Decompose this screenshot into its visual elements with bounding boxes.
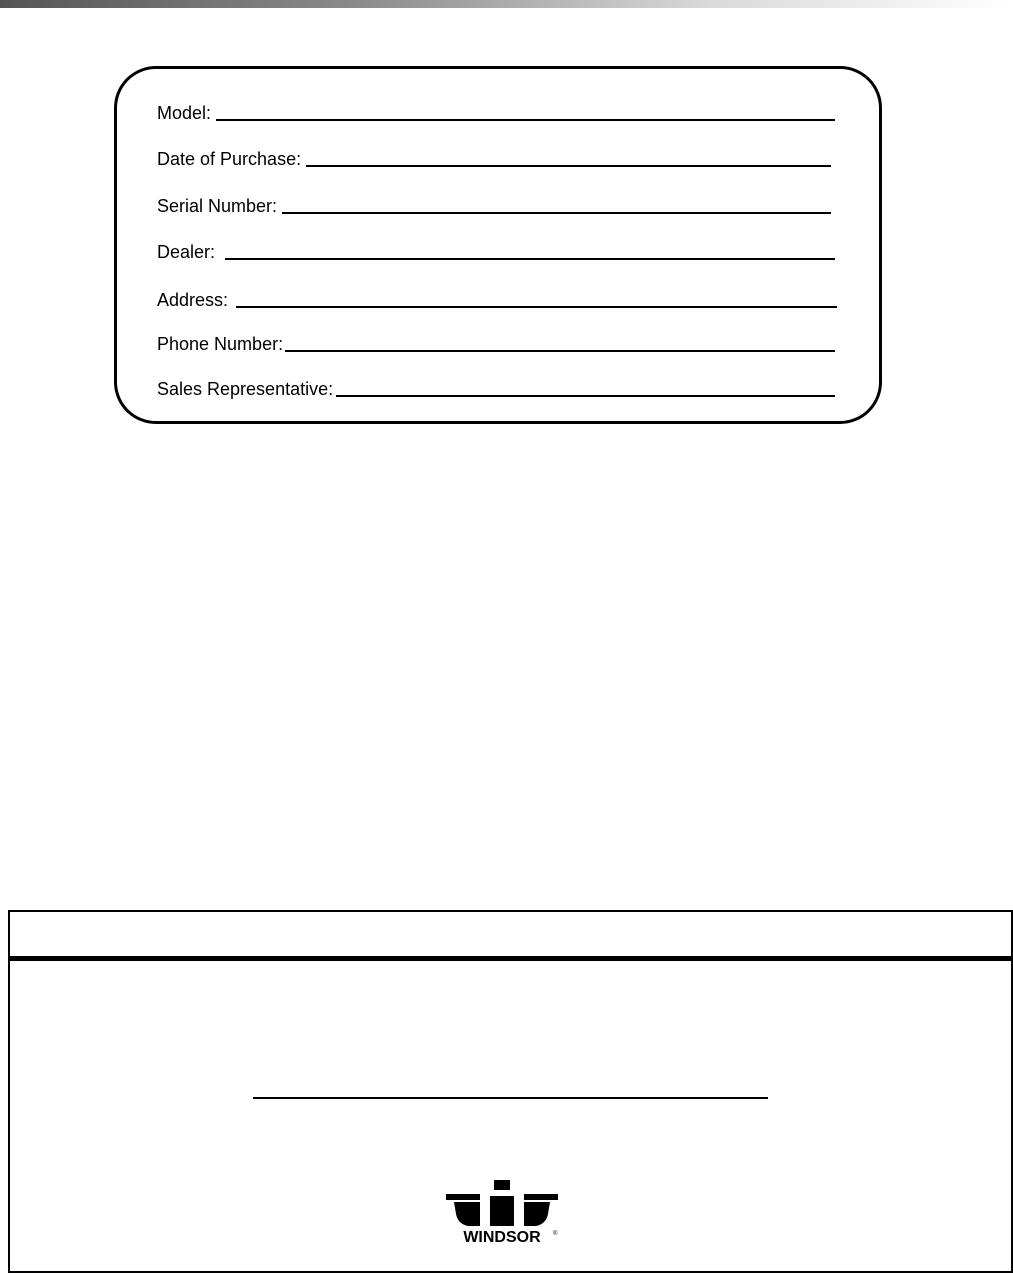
dealer-line — [225, 258, 835, 260]
model-label: Model: — [157, 103, 212, 123]
model-field — [157, 99, 835, 123]
sales-representative-line — [336, 395, 835, 397]
phone-number-line — [285, 350, 835, 352]
logo-wordmark: WINDSOR — [463, 1229, 541, 1246]
product-registration-card — [114, 66, 882, 424]
dealer-field — [157, 238, 835, 262]
date-of-purchase-line — [306, 165, 831, 167]
serial-number-field — [157, 192, 831, 216]
footer-header-band — [10, 912, 1011, 961]
serial-number-line — [282, 212, 831, 214]
phone-number-label: Phone Number: — [157, 334, 284, 354]
dealer-label: Dealer: — [157, 242, 216, 262]
sales-representative-label: Sales Representative: — [157, 379, 334, 399]
address-line — [236, 306, 837, 308]
sales-representative-field — [157, 375, 835, 399]
date-of-purchase-label: Date of Purchase: — [157, 149, 302, 169]
footer-info-box — [8, 910, 1013, 1273]
model-line — [216, 119, 835, 121]
address-field — [157, 286, 837, 310]
top-gradient-bar — [0, 0, 1013, 8]
serial-number-label: Serial Number: — [157, 196, 278, 216]
date-of-purchase-field — [157, 145, 831, 169]
svg-text:®: ® — [553, 1231, 558, 1237]
windsor-logo — [446, 1180, 558, 1246]
signature-line — [253, 1097, 768, 1099]
address-label: Address: — [157, 290, 229, 310]
phone-number-field — [157, 330, 835, 354]
